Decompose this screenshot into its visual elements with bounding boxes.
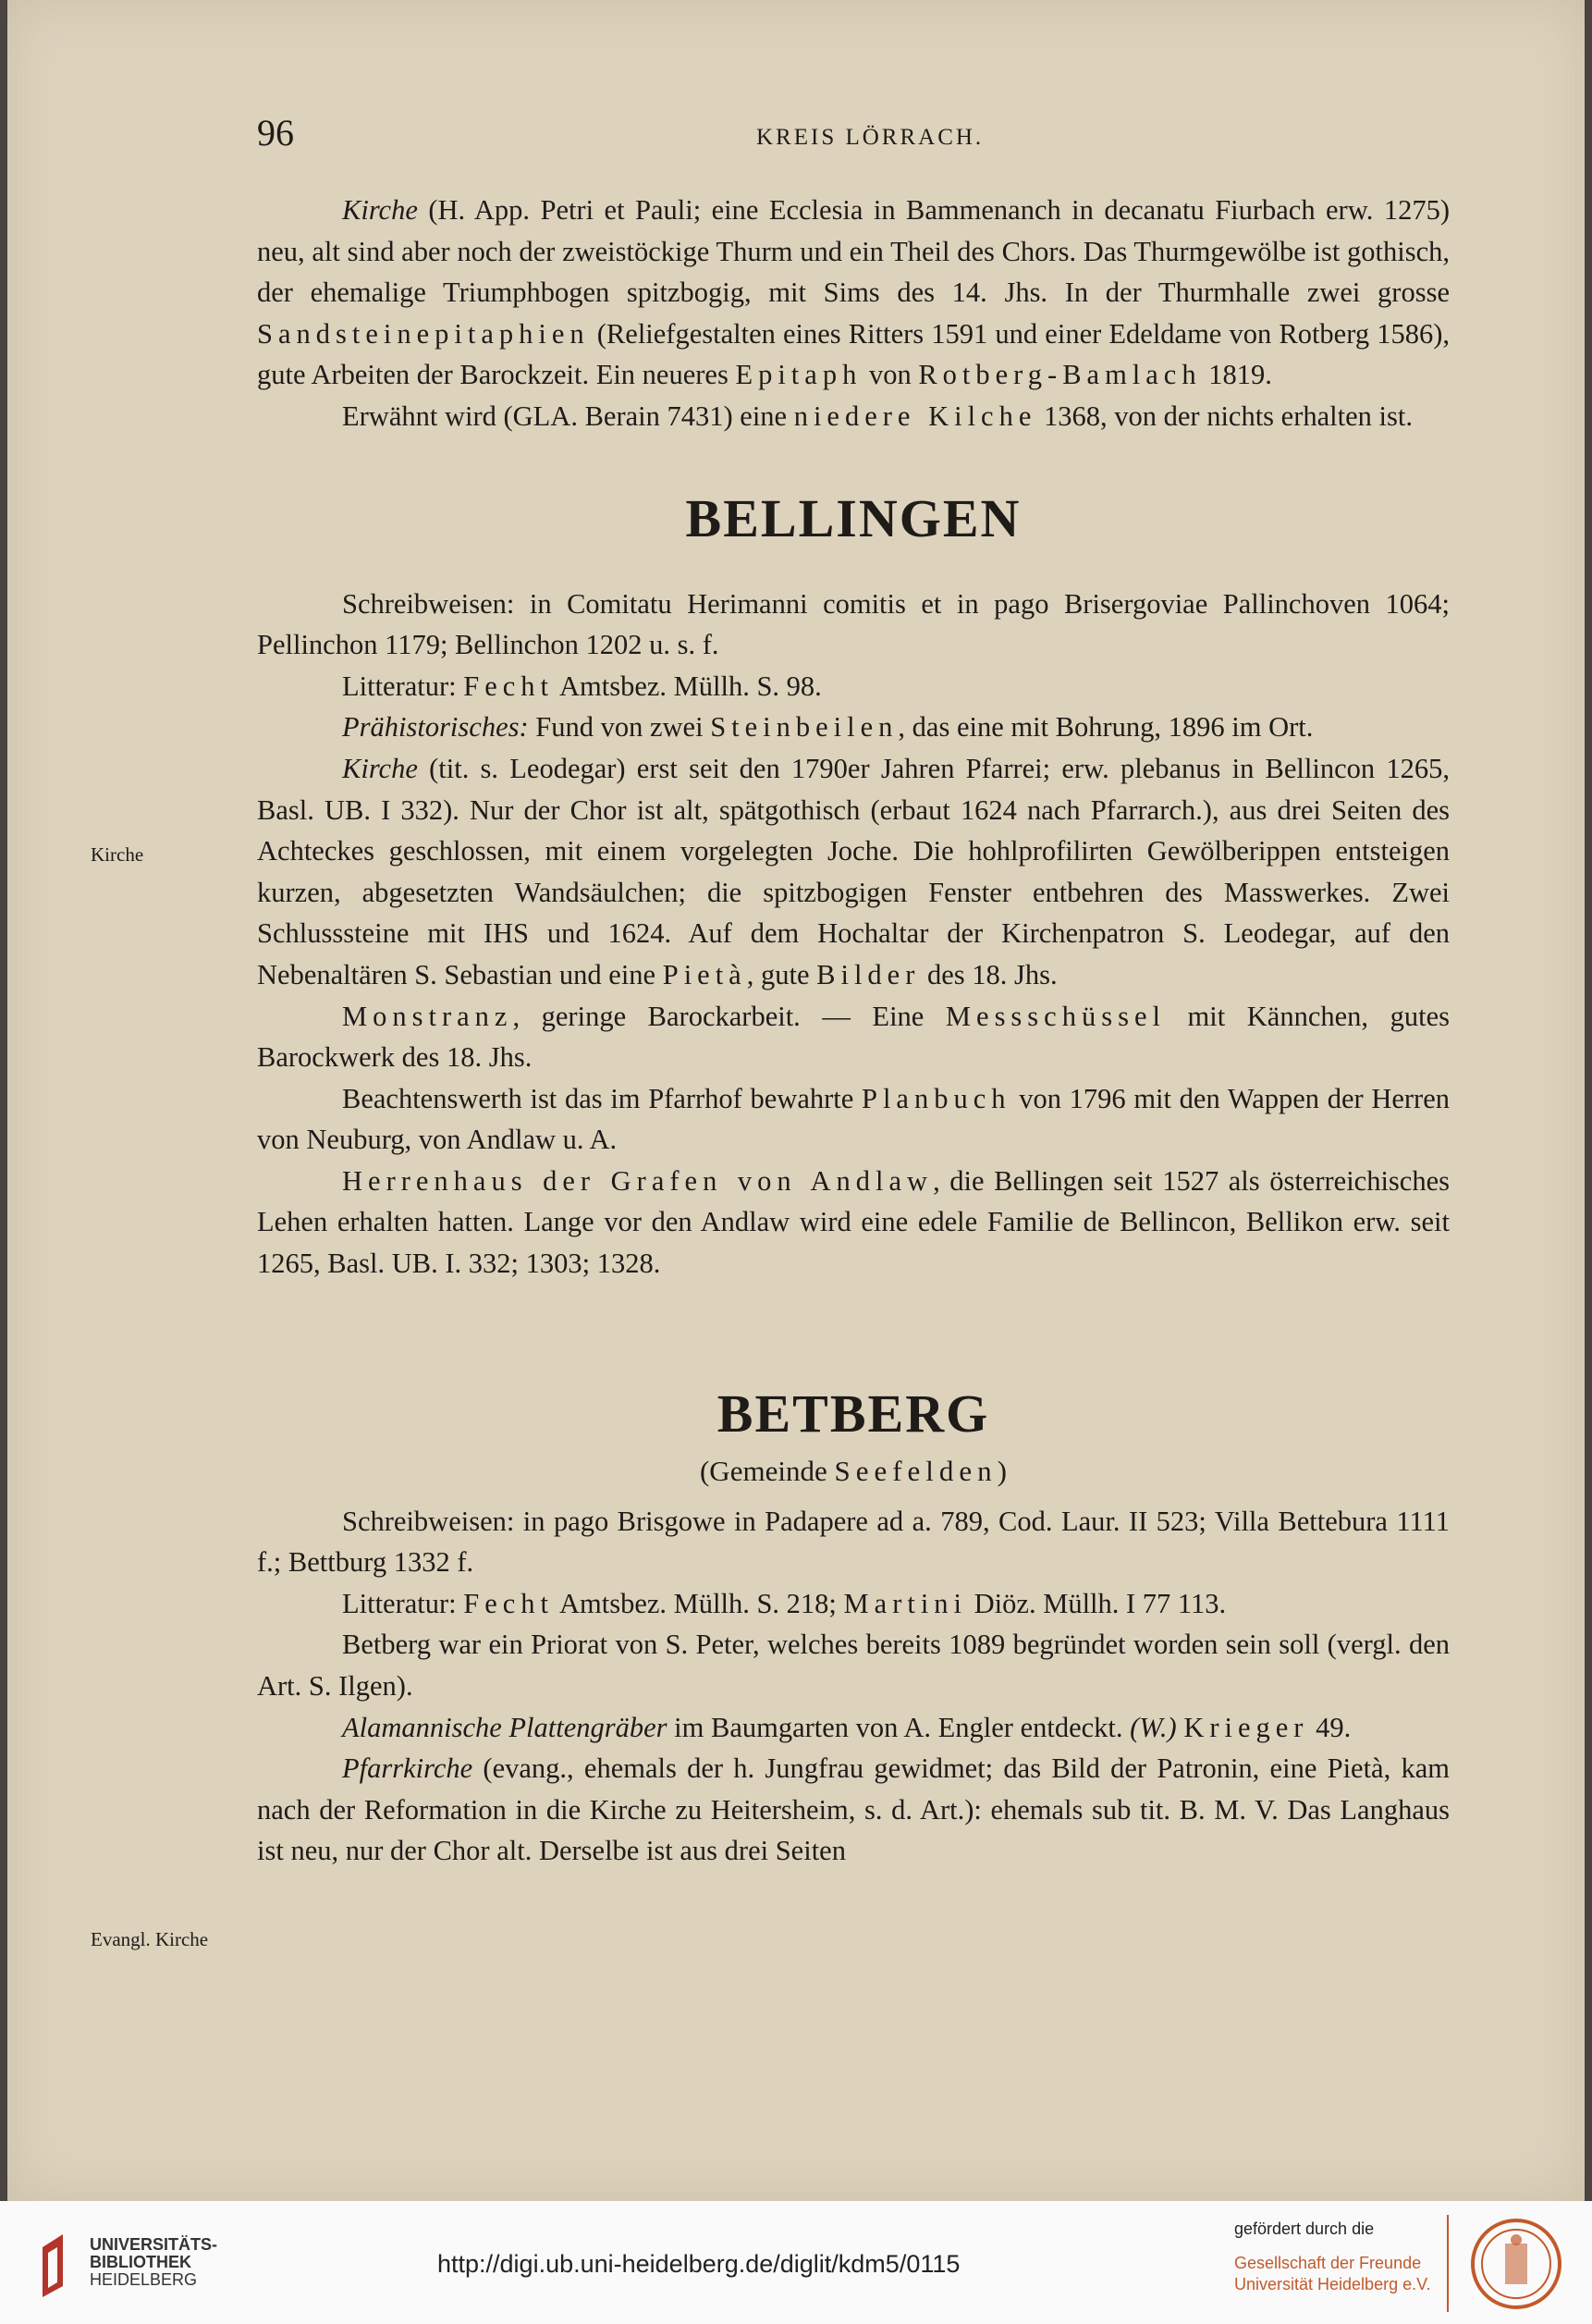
spaced-run: Fecht: [463, 1587, 555, 1619]
page-number: 96: [257, 112, 294, 154]
paragraph: [257, 748, 1450, 996]
text-run: Beachtenswerth ist das im Pfarrhof bewahrte: [342, 1082, 862, 1114]
text-run: von: [862, 359, 919, 391]
running-head: KREIS LÖRRACH.: [756, 125, 985, 150]
text-run: , gute: [746, 958, 817, 990]
section-subheading: [257, 1451, 1450, 1492]
italic-run: Alamannische Plattengräber: [342, 1711, 667, 1743]
text-run: (tit. s. Leodegar) erst seit den 1790er Jahren Pfarrei; erw. plebanus in Bellincon 1265, Basl. UB. I 332). Nur der Chor ist alt, spätgothisch (erbaut 1624 nach Pfarrarch.), aus drei Seiten des Achteckes geschlossen, mit einem vorgelegten Joche. Die hohlprofilirten Gewölberippen entsteigen kurzen, abgesetzten Wandsäulchen; die spitzbogigen Fenster entbehren des Masswerkes. Zwei Schlusssteine mit IHS und 1624. Auf dem Hochaltar der Kirchenpatron S. Leodegar, auf den Nebenaltären S. Sebastian und eine: [257, 752, 1450, 990]
text-run: des 18. Jhs.: [920, 958, 1058, 990]
text-run: Amtsbez. Müllh. S. 218;: [554, 1587, 844, 1619]
text-run: mit Kännchen, gutes Barockwerk des 18. Jhs.: [257, 1000, 1450, 1074]
text-run: Amtsbez. Müllh. S. 98.: [554, 670, 822, 702]
text-run: (Reliefgestalten eines Ritters 1591 und einer Edeldame von Rotberg 1586), gute Arbeiten der Barockzeit. Ein neueres: [257, 317, 1450, 391]
spaced-run: Messschüssel: [945, 1000, 1166, 1032]
text-run: , geringe Barockarbeit. — Eine: [512, 1000, 946, 1032]
italic-run: Pfarrkirche: [342, 1752, 473, 1785]
text-run: (evang., ehemals der h. Jungfrau gewidmet; das Bild der Patronin, eine Pietà, kam nach der Reformation in die Kirche zu Heitersheim, s. d. Art.): ehemals sub tit. B. M. V. Das Langhaus ist neu, nur der Chor alt. Derselbe ist aus drei Seiten: [257, 1752, 1450, 1867]
divider: [1447, 2215, 1449, 2312]
footer-banner: [0, 2201, 1592, 2324]
paragraph: [257, 1583, 1450, 1625]
paragraph: [257, 584, 1450, 666]
spaced-run: Krieger: [1183, 1711, 1309, 1743]
text-run: 1368, von der nichts erhalten ist.: [1036, 400, 1413, 432]
library-name: [90, 2236, 217, 2289]
library-line-3: HEIDELBERG: [90, 2270, 198, 2289]
margin-note-kirche: Kirche: [91, 843, 144, 866]
italic-run: Prähistorisches:: [342, 711, 529, 744]
italic-run: Kirche: [342, 752, 418, 784]
spaced-run: Sandsteinepitaphien: [257, 317, 590, 350]
paragraph: [257, 190, 1450, 396]
section-heading-bellingen: BELLINGEN: [685, 487, 1022, 548]
spaced-run: Rotberg-Bamlach: [918, 359, 1202, 391]
paragraph: [257, 996, 1450, 1078]
spaced-run: Steinbeilen: [710, 711, 899, 744]
scanned-page: [7, 0, 1585, 2201]
paragraph: [257, 1161, 1450, 1285]
paragraph: [257, 1624, 1450, 1706]
bellingen-paragraphs: [257, 584, 1450, 1285]
spaced-run: Pietà: [662, 958, 747, 990]
society-name: [1234, 2253, 1430, 2295]
spaced-run: Fecht: [463, 670, 555, 702]
paragraph: [257, 1748, 1450, 1872]
margin-note-evangl-kirche: Evangl. Kirche: [91, 1928, 209, 1950]
italic-run: (W.): [1130, 1711, 1177, 1743]
text-run: Diöz. Müllh. I 77 113.: [967, 1587, 1227, 1619]
text-run: Litteratur:: [342, 1587, 464, 1619]
text-run: im Baumgarten von A. Engler entdeckt.: [667, 1711, 1131, 1743]
spaced-run: niedere Kilche: [793, 400, 1037, 432]
section-heading-betberg: BETBERG: [716, 1383, 990, 1444]
page-body: [257, 190, 1450, 1872]
paragraph: [257, 1707, 1450, 1749]
text-run: , die Bellingen seit 1527 als österreichisches Lehen erhalten hatten. Lange vor den Andlaw wird eine edele Familie de Bellincon, Bellikon erw. seit 1265, Basl. UB. I. 332; 1303; 1328.: [257, 1164, 1450, 1280]
spaced-run: Bilder: [816, 958, 921, 990]
society-line-2: Universität Heidelberg e.V.: [1234, 2275, 1431, 2293]
text-run: 49.: [1308, 1711, 1352, 1743]
text-run: Schreibweisen: in Comitatu Herimanni comitis et in pago Brisergoviae Pallinchoven 1064; Pellinchon 1179; Bellinchon 1202 u. s. f.: [257, 587, 1450, 661]
subheading-pre: (Gemeinde: [699, 1454, 835, 1487]
spaced-run: Martini: [843, 1587, 968, 1619]
text-run: von 1796 mit den Wappen der Herren von Neuburg, von Andlaw u. A.: [257, 1082, 1450, 1156]
betberg-paragraphs: [257, 1501, 1450, 1872]
italic-run: Kirche: [342, 194, 418, 226]
spaced-run: Herrenhaus der Grafen von Andlaw: [342, 1164, 934, 1197]
society-line-1: Gesellschaft der Freunde: [1234, 2254, 1422, 2272]
text-run: , das eine mit Bohrung, 1896 im Ort.: [898, 711, 1314, 744]
sponsor-note: gefördert durch die: [1234, 2219, 1375, 2238]
text-run: Betberg war ein Priorat von S. Peter, welches bereits 1089 begründet worden sein soll (vergl. den Art. S. Ilgen).: [257, 1629, 1450, 1703]
text-run: Schreibweisen: in pago Brisgowe in Padapere ad a. 789, Cod. Laur. II 523; Villa Bettebura 1111 f.; Bettburg 1332 f.: [257, 1505, 1450, 1579]
text-run: Erwähnt wird (GLA. Berain 7431) eine: [342, 400, 794, 432]
subheading-place: Seefelden: [834, 1454, 998, 1487]
library-line-1: UNIVERSITÄTS-: [90, 2235, 218, 2254]
spaced-run: Epitaph: [735, 359, 863, 391]
paragraph: [257, 1078, 1450, 1161]
permalink[interactable]: http://digi.ub.uni-heidelberg.de/diglit/kdm5/0115: [437, 2250, 961, 2278]
text-run: 1819.: [1201, 359, 1272, 391]
paragraph: [257, 707, 1450, 748]
subheading-post: ): [997, 1454, 1007, 1487]
text-run: Fund von zwei: [528, 711, 711, 744]
library-line-2: BIBLIOTHEK: [90, 2253, 191, 2271]
university-seal-icon: [1470, 2218, 1562, 2310]
text-run: (H. App. Petri et Pauli; eine Ecclesia in Bammenanch in decanatu Fiurbach erw. 1275) neu, alt sind aber noch der zweistöckige Thurm und ein Theil des Chors. Das Thurmgewölbe ist gothisch, der ehemalige Triumphbogen spitzbogig, mit Sims des 14. Jhs. In der Thurmhalle zwei grosse: [257, 194, 1450, 309]
spaced-run: Monstranz: [342, 1000, 513, 1032]
paragraph: [257, 666, 1450, 707]
text-run: Litteratur:: [342, 670, 464, 702]
paragraph: [257, 1501, 1450, 1583]
spaced-run: Planbuch: [861, 1082, 1011, 1114]
paragraph: [257, 396, 1450, 437]
